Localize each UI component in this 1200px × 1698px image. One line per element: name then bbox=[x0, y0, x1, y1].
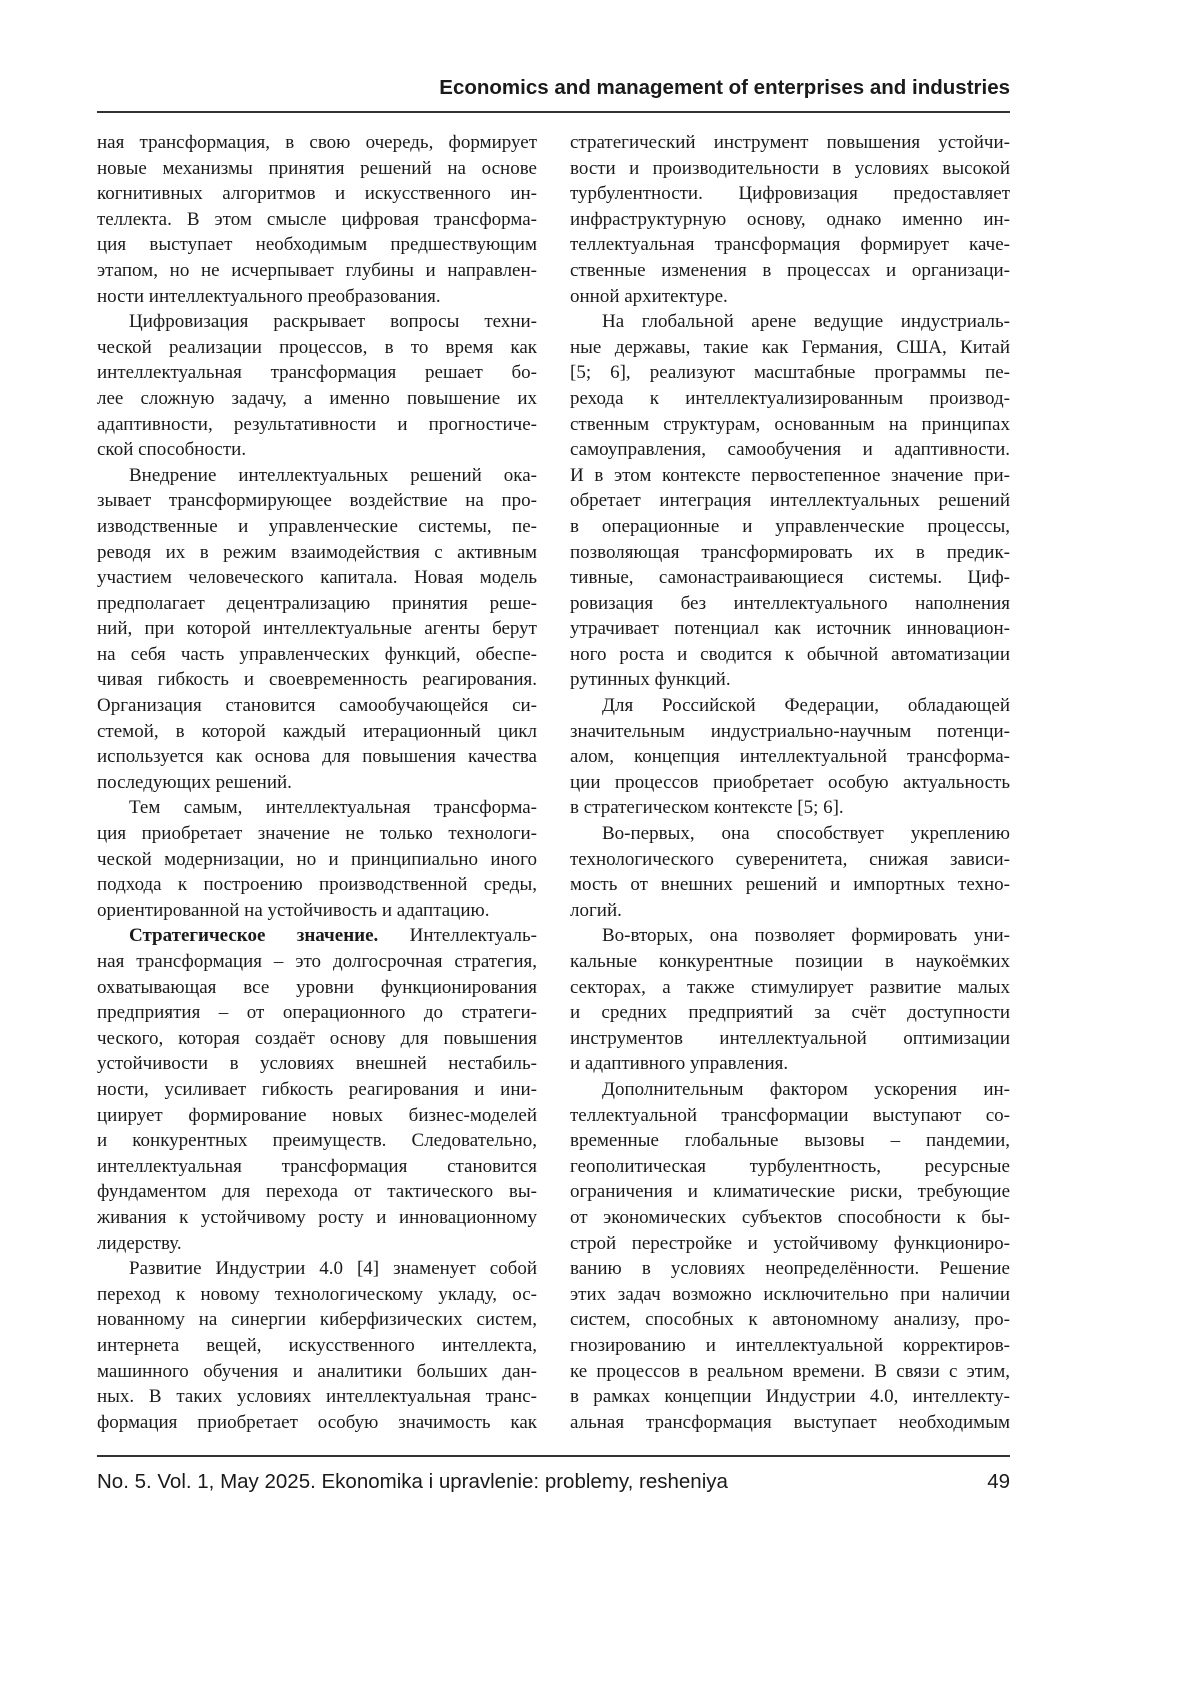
text-line: Во-первых, она способствует укреплению bbox=[602, 823, 1010, 845]
text-line: и адаптивного управления. bbox=[570, 1053, 789, 1075]
text-line: переход к новому технологическому укладу, ос- bbox=[97, 1283, 537, 1305]
text-line: формация приобретает особую значимость как bbox=[97, 1411, 537, 1433]
text-line: рехода к интеллектуализированным производ- bbox=[570, 387, 1010, 409]
text-fragment: Интеллектуаль- bbox=[378, 925, 537, 947]
text-line: ные державы, такие как Германия, США, Китай bbox=[570, 336, 1010, 358]
text-line: альная трансформация выступает необходимым bbox=[570, 1411, 1010, 1433]
text-line: адаптивности, результативности и прогностиче- bbox=[97, 413, 537, 435]
text-line: ской способности. bbox=[97, 439, 247, 461]
text-line: алом, концепция интеллектуальной трансформа- bbox=[570, 746, 1010, 768]
text-line: и средних предприятий за счёт доступности bbox=[570, 1002, 1010, 1024]
text-line: ция выступает необходимым предшествующим bbox=[97, 234, 537, 256]
text-line: обретает интеграция интеллектуальных решений bbox=[570, 490, 1010, 512]
text-line: значительным индустриально-научным потенци- bbox=[570, 720, 1010, 742]
text-line: инструментов интеллектуальной оптимизации bbox=[570, 1027, 1010, 1049]
text-line: теллектуальная трансформация формирует каче- bbox=[570, 234, 1010, 256]
text-line: ности, усиливает гибкость реагирования и ини- bbox=[97, 1078, 537, 1100]
text-line: Тем самым, интеллектуальная трансформа- bbox=[129, 797, 537, 819]
text-line: ция приобретает значение не только технологи- bbox=[97, 823, 537, 845]
text-line: ного роста и сводится к обычной автоматизации bbox=[570, 643, 1010, 665]
text-line: реводя их в режим взаимодействия с активным bbox=[97, 541, 537, 563]
section-lead-heading: Стратегическое значение. bbox=[129, 925, 379, 947]
text-line: ных. В таких условиях интеллектуальная транс- bbox=[97, 1386, 537, 1408]
text-line: ции процессов приобретает особую актуальность bbox=[570, 771, 1010, 793]
text-line: На глобальной арене ведущие индустриаль- bbox=[602, 311, 1010, 333]
footer-citation: No. 5. Vol. 1, May 2025. Ekonomika i upravlenie: problemy, resheniya bbox=[97, 1470, 728, 1493]
text-line: на себя часть управленческих функций, обеспе- bbox=[97, 643, 537, 665]
text-line: фундаментом для перехода от тактического вы- bbox=[97, 1181, 537, 1203]
text-line: стемой, в которой каждый итерационный цикл bbox=[97, 720, 537, 742]
text-line: Для Российской Федерации, обладающей bbox=[602, 695, 1010, 717]
text-line: нованному на синергии киберфизических систем, bbox=[97, 1309, 537, 1331]
text-line: ческой реализации процессов, в то время как bbox=[97, 336, 537, 358]
left-column bbox=[97, 130, 537, 1435]
text-line: турбулентности. Цифровизация предоставляет bbox=[570, 183, 1010, 205]
text-line: ности интеллектуального преобразования. bbox=[97, 285, 441, 307]
text-line: новые механизмы принятия решений на основе bbox=[97, 157, 537, 179]
text-line: инфраструктурную основу, однако именно ин- bbox=[570, 208, 1010, 230]
running-header: Economics and management of enterprises and industries bbox=[439, 76, 1010, 99]
paragraph bbox=[570, 309, 1010, 693]
text-line: лидерству. bbox=[97, 1232, 182, 1254]
text-line: этапом, но не исчерпывает глубины и направлен- bbox=[97, 259, 537, 281]
text-line: [5; 6], реализуют масштабные программы пе- bbox=[570, 362, 1010, 384]
text-line: И в этом контексте первостепенное значение при- bbox=[570, 464, 1010, 486]
paragraph bbox=[570, 923, 1010, 1077]
text-line: секторах, а также стимулирует развитие малых bbox=[570, 976, 1010, 998]
text-line: Цифровизация раскрывает вопросы техни- bbox=[129, 311, 537, 333]
text-line: интернета вещей, искусственного интеллекта, bbox=[97, 1334, 537, 1356]
text-line: рутинных функций. bbox=[570, 669, 731, 691]
text-line: систем, способных к автономному анализу, про- bbox=[570, 1309, 1010, 1331]
text-line: этих задач возможно исключительно при наличии bbox=[570, 1283, 1010, 1305]
header-divider bbox=[97, 111, 1010, 113]
text-line: предполагает децентрализацию принятия реше- bbox=[97, 592, 537, 614]
page-number: 49 bbox=[987, 1470, 1010, 1493]
text-line: Организация становится самообучающейся си- bbox=[97, 695, 537, 717]
text-line: тивные, самонастраивающиеся системы. Циф- bbox=[570, 567, 1010, 589]
text-line: вости и производительности в условиях высокой bbox=[570, 157, 1010, 179]
text-line: гнозированию и интеллектуальной корректиров- bbox=[570, 1334, 1010, 1356]
text-line: стратегический инструмент повышения устойчи- bbox=[570, 132, 1010, 153]
text-line: от экономических субъектов способности к бы- bbox=[570, 1206, 1010, 1228]
text-line: Внедрение интеллектуальных решений ока- bbox=[129, 464, 537, 486]
paragraph bbox=[97, 130, 537, 309]
text-line: позволяющая трансформировать их в предик- bbox=[570, 541, 1010, 563]
text-line: в операционные и управленческие процессы, bbox=[570, 515, 1010, 537]
text-line bbox=[97, 923, 537, 949]
text-line: Дополнительным фактором ускорения ин- bbox=[602, 1078, 1010, 1100]
text-line: устойчивости в условиях внешней нестабиль- bbox=[97, 1053, 537, 1075]
text-line: утрачивает потенциал как источник инновацион- bbox=[570, 618, 1010, 640]
text-line: ний, при которой интеллектуальные агенты берут bbox=[97, 618, 537, 640]
text-line: живания к устойчивому росту и инновационному bbox=[97, 1206, 537, 1228]
text-line: временные глобальные вызовы – пандемии, bbox=[570, 1130, 1010, 1152]
text-line: циирует формирование новых бизнес-моделей bbox=[97, 1104, 537, 1126]
text-line: чивая гибкость и своевременность реагирования. bbox=[97, 669, 537, 691]
footer-divider bbox=[97, 1455, 1010, 1457]
paragraph bbox=[97, 1256, 537, 1435]
text-line: технологического суверенитета, снижая зависи- bbox=[570, 848, 1010, 870]
text-line: ственные изменения в процессах и организаци- bbox=[570, 259, 1010, 281]
text-line: изводственные и управленческие системы, пе- bbox=[97, 515, 537, 537]
text-line: ориентированной на устойчивость и адаптацию. bbox=[97, 899, 490, 921]
text-line: машинного обучения и аналитики больших дан- bbox=[97, 1360, 537, 1382]
text-line: Развитие Индустрии 4.0 [4] знаменует собой bbox=[129, 1258, 537, 1280]
text-line: ческого, которая создаёт основу для повышения bbox=[97, 1027, 537, 1049]
text-line: используется как основа для повышения качества bbox=[97, 746, 537, 768]
text-line: геополитическая турбулентность, ресурсные bbox=[570, 1155, 1010, 1177]
text-line: охватывающая все уровни функционирования bbox=[97, 976, 537, 998]
text-line: строй перестройке и устойчивому функциониро- bbox=[570, 1232, 1010, 1254]
paragraph bbox=[570, 130, 1010, 309]
text-line: ственным структурам, основанным на принципах bbox=[570, 413, 1010, 435]
paragraph bbox=[97, 309, 537, 463]
text-line: последующих решений. bbox=[97, 771, 292, 793]
text-line: предприятия – от операционного до стратеги- bbox=[97, 1002, 537, 1024]
text-line: зывает трансформирующее воздействие на про- bbox=[97, 490, 537, 512]
text-line: ческой модернизации, но и принципиально иного bbox=[97, 848, 537, 870]
text-line: ная трансформация, в свою очередь, формирует bbox=[97, 132, 537, 153]
paragraph bbox=[570, 693, 1010, 821]
text-line: логий. bbox=[570, 899, 622, 921]
text-line: ванию в условиях неопределённости. Решение bbox=[570, 1258, 1010, 1280]
text-line: интеллектуальная трансформация становится bbox=[97, 1155, 537, 1177]
text-line: самоуправления, самообучения и адаптивности. bbox=[570, 439, 1010, 461]
text-line: в стратегическом контексте [5; 6]. bbox=[570, 797, 844, 819]
text-line: кальные конкурентные позиции в наукоёмких bbox=[570, 951, 1010, 972]
text-line: онной архитектуре. bbox=[570, 285, 728, 307]
text-line: ке процессов в реальном времени. В связи с этим, bbox=[570, 1360, 1010, 1382]
text-line: теллекта. В этом смысле цифровая трансформа- bbox=[97, 208, 537, 230]
text-line: Во-вторых, она позволяет формировать уни- bbox=[602, 925, 1010, 947]
text-line: в рамках концепции Индустрии 4.0, интеллекту- bbox=[570, 1386, 1010, 1408]
text-line: когнитивных алгоритмов и искусственного ин- bbox=[97, 183, 537, 205]
paragraph bbox=[97, 463, 537, 796]
text-line: ограничения и климатические риски, требующие bbox=[570, 1181, 1010, 1203]
text-line: и конкурентных преимуществ. Следовательно, bbox=[97, 1130, 537, 1152]
text-line: мость от внешних решений и импортных техно- bbox=[570, 874, 1010, 896]
paragraph bbox=[97, 795, 537, 923]
right-column bbox=[570, 130, 1010, 1435]
text-line: интеллектуальная трансформация решает бо- bbox=[97, 362, 537, 384]
text-line: лее сложную задачу, а именно повышение их bbox=[97, 387, 537, 409]
paragraph bbox=[570, 1077, 1010, 1435]
text-line: ровизация без интеллектуального наполнения bbox=[570, 592, 1010, 614]
text-line: ная трансформация – это долгосрочная стратегия, bbox=[97, 951, 537, 972]
paragraph bbox=[570, 821, 1010, 923]
text-line: теллектуальной трансформации выступают со- bbox=[570, 1104, 1010, 1126]
text-line: подхода к построению производственной среды, bbox=[97, 874, 537, 896]
paragraph bbox=[97, 923, 537, 1256]
text-line: участием человеческого капитала. Новая модель bbox=[97, 567, 537, 589]
